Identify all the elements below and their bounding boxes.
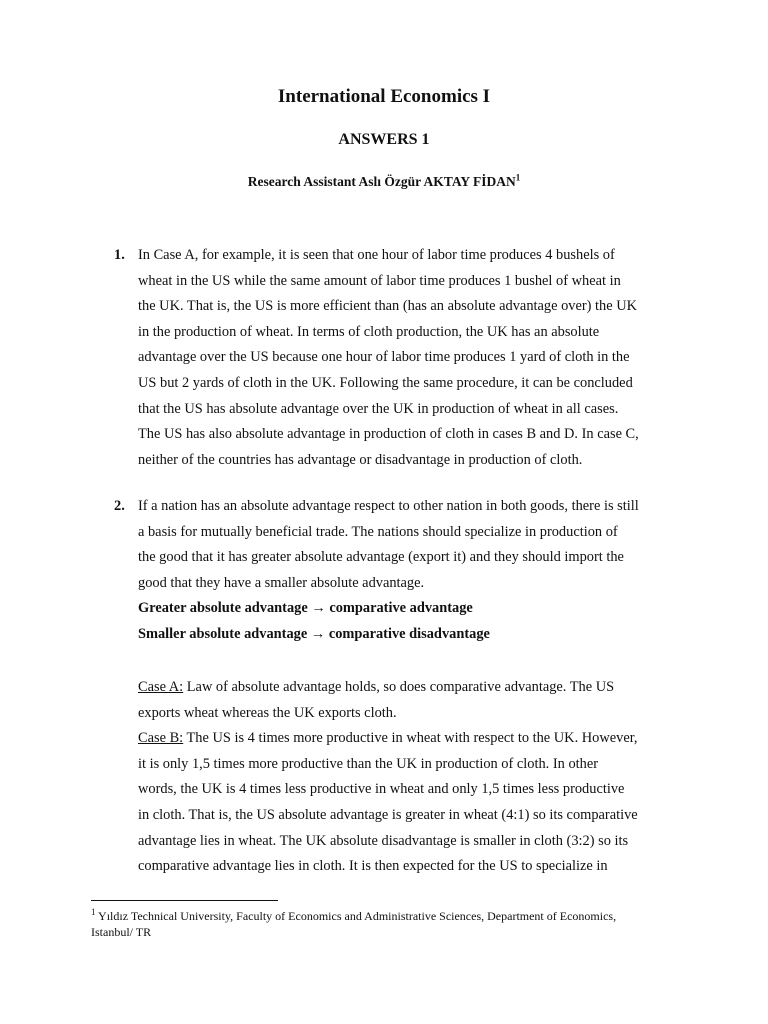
- author-name: Research Assistant Aslı Özgür AKTAY FİDAN: [247, 174, 516, 189]
- answer-1-line: US but 2 yards of cloth in the UK. Following the same procedure, it can be concluded: [138, 374, 633, 391]
- footnote-mark: 1: [91, 907, 96, 917]
- footnote: [91, 908, 691, 940]
- footnote-text-line-2: Istanbul/ TR: [91, 925, 152, 939]
- case-b-line: it is only 1,5 times more productive than the UK in production of cloth. In other: [138, 755, 599, 772]
- case-b-line: advantage lies in wheat. The UK absolute disadvantage is smaller in cloth (3:2) so its: [138, 832, 629, 849]
- case-b-label: Case B:: [138, 730, 184, 747]
- answer-2-number: 2.: [114, 498, 125, 514]
- case-b-line: comparative advantage lies in cloth. It is then expected for the US to specialize in: [138, 858, 608, 875]
- answer-2: [114, 494, 686, 648]
- answer-1-line: wheat in the US while the same amount of labor time produces 1 bushel of wheat in: [138, 272, 621, 289]
- case-a-line: exports wheat whereas the UK exports cloth.: [138, 704, 397, 721]
- footnote-text: Yıldız Technical University, Faculty of Economics and Administrative Sciences, Department of Economics,: [95, 909, 617, 923]
- answer-1-number: 1.: [114, 247, 125, 263]
- smaller-advantage-rule: Smaller absolute advantage → comparative disadvantage: [138, 625, 490, 642]
- answer-1-line: that the US has absolute advantage over the UK in production of wheat in all cases.: [138, 400, 619, 417]
- case-b-line: in cloth. That is, the US absolute advantage is greater in wheat (4:1) so its comparative: [138, 806, 638, 823]
- answer-1: [114, 243, 686, 473]
- answer-1-line: in the production of wheat. In terms of cloth production, the UK has an absolute: [138, 323, 600, 340]
- greater-advantage-rule: Greater absolute advantage → comparative advantage: [138, 600, 473, 617]
- case-b-first-line: Case B: The US is 4 times more productive in wheat with respect to the UK. However,: [138, 730, 638, 747]
- answer-1-line: The US has also absolute advantage in production of cloth in cases B and D. In case C,: [138, 426, 639, 443]
- author-line: [0, 174, 768, 190]
- footnote-ref: 1: [515, 172, 521, 183]
- answer-1-line: In Case A, for example, it is seen that one hour of labor time produces 4 bushels of: [138, 247, 615, 263]
- footnote-divider: [91, 900, 278, 901]
- case-a-first-line: Case A: Law of absolute advantage holds, so does comparative advantage. The US: [138, 679, 615, 695]
- answer-2-line: a basis for mutually beneficial trade. The nations should specialize in production of: [138, 523, 618, 540]
- answer-1-line: the UK. That is, the US is more efficient than (has an absolute advantage over) the UK: [138, 298, 637, 315]
- document-title: International Economics I: [277, 86, 491, 107]
- document-subtitle: ANSWERS 1: [338, 131, 430, 148]
- answer-2-line: If a nation has an absolute advantage respect to other nation in both goods, there is still: [138, 498, 639, 514]
- case-a-label: Case A:: [138, 679, 184, 695]
- answer-1-line: advantage over the US because one hour of labor time produces 1 yard of cloth in the: [138, 349, 630, 366]
- answer-2-line: the good that it has greater absolute advantage (export it) and they should import the: [138, 549, 624, 566]
- answer-2-line: good that they have a smaller absolute advantage.: [138, 574, 425, 591]
- case-b-line: words, the UK is 4 times less productive in wheat and only 1,5 times less productive: [138, 781, 625, 798]
- answer-1-line: neither of the countries has advantage or disadvantage in production of cloth.: [138, 451, 583, 468]
- cases-section: [138, 675, 686, 880]
